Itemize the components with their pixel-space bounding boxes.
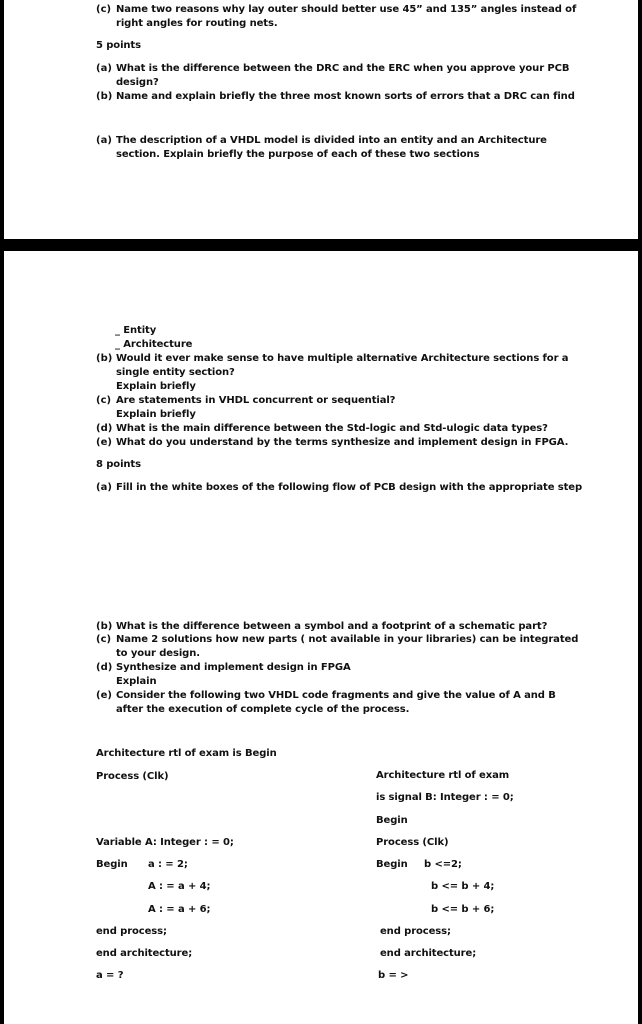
question-text: to your design. (116, 648, 200, 659)
question-text: section. Explain briefly the purpose of each of these two sections (116, 149, 480, 160)
question-label: (a) (96, 135, 112, 146)
code-line: Process (Clk) (376, 837, 449, 848)
question-text: after the execution of complete cycle of the process. (116, 704, 410, 715)
code-keyword: Begin (376, 815, 408, 826)
code-line: A : = a + 4; (148, 881, 211, 892)
question-label: (c) (96, 634, 112, 645)
question-text: Explain (116, 676, 157, 687)
code-result: b = > (378, 970, 409, 981)
code-line: A : = a + 6; (148, 904, 211, 915)
question-text: Explain briefly (116, 381, 196, 392)
code-line: Architecture rtl of exam (376, 770, 510, 781)
code-line: is signal B: Integer : = 0; (376, 792, 514, 803)
question-label: (d) (96, 423, 113, 434)
question-text: design? (116, 77, 159, 88)
question-text: Name 2 solutions how new parts ( not available in your libraries) can be integrated (116, 634, 579, 645)
question-text: Name two reasons why lay outer should better use 45” and 135” angles instead of (116, 4, 577, 15)
points-heading: 5 points (96, 40, 141, 51)
question-text: What is the difference between a symbol and a footprint of a schematic part? (116, 621, 548, 632)
question-label: (a) (96, 482, 112, 493)
question-text: Consider the following two VHDL code fragments and give the value of A and B (116, 690, 556, 701)
question-text: right angles for routing nets. (116, 18, 278, 29)
question-text: Name and explain briefly the three most known sorts of errors that a DRC can find (116, 91, 575, 102)
exam-page-2 (4, 251, 638, 1024)
question-text: Are statements in VHDL concurrent or sequential? (116, 395, 396, 406)
question-text: Synthesize and implement design in FPGA (116, 662, 351, 673)
question-label: (b) (96, 353, 113, 364)
code-line: a : = 2; (148, 859, 188, 870)
question-label: (e) (96, 437, 112, 448)
exam-page-1 (4, 0, 638, 239)
question-label: (c) (96, 4, 112, 15)
code-keyword: Begin (376, 859, 408, 870)
question-text: Explain briefly (116, 409, 196, 420)
question-label: (d) (96, 662, 113, 673)
code-line: b <= b + 6; (431, 904, 495, 915)
code-line: b <=2; (424, 859, 462, 870)
question-label: (c) (96, 395, 112, 406)
list-item: _ Architecture (115, 339, 193, 350)
question-label: (e) (96, 690, 112, 701)
question-text: single entity section? (116, 367, 235, 378)
question-text: What do you understand by the terms synthesize and implement design in FPGA. (116, 437, 569, 448)
list-item: _ Entity (115, 325, 157, 336)
code-line: Architecture rtl of exam is Begin (96, 748, 277, 759)
question-text: What is the main difference between the Std-logic and Std-ulogic data types? (116, 423, 548, 434)
points-heading: 8 points (96, 459, 141, 470)
code-line: end architecture; (380, 948, 477, 959)
question-text: What is the difference between the DRC and the ERC when you approve your PCB (116, 63, 570, 74)
code-result: a = ? (96, 970, 124, 981)
code-line: b <= b + 4; (431, 881, 495, 892)
question-label: (b) (96, 91, 113, 102)
code-line: Variable A: Integer : = 0; (96, 837, 234, 848)
question-text: Would it ever make sense to have multiple alternative Architecture sections for a (116, 353, 569, 364)
code-line: Process (Clk) (96, 771, 169, 782)
code-line: end process; (380, 926, 451, 937)
code-keyword: Begin (96, 859, 128, 870)
question-label: (b) (96, 621, 113, 632)
question-label: (a) (96, 63, 112, 74)
code-line: end process; (96, 926, 167, 937)
question-text: The description of a VHDL model is divided into an entity and an Architecture (116, 135, 547, 146)
question-text: Fill in the white boxes of the following flow of PCB design with the appropriate step (116, 482, 583, 493)
code-line: end architecture; (96, 948, 193, 959)
